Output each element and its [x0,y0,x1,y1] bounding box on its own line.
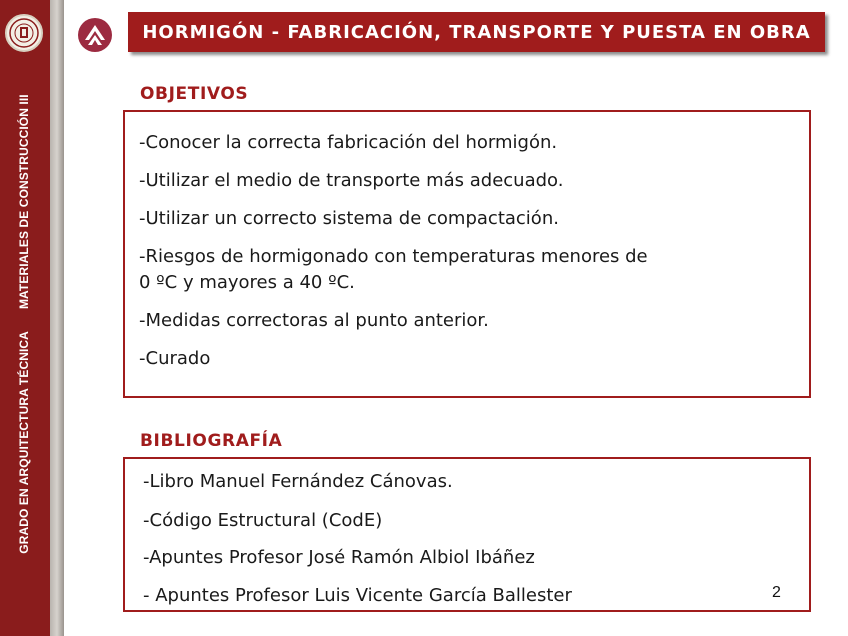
university-seal-icon [5,14,43,52]
list-item: -Medidas correctoras al punto anterior. [139,310,489,331]
list-item: -Utilizar un correcto sistema de compactación. [139,208,559,229]
bibliografia-box [123,457,811,612]
page-title [128,12,825,52]
chevron-logo-icon [78,18,112,52]
objetivos-heading: OBJETIVOS [140,84,249,104]
list-item: -Utilizar el medio de transporte más adecuado. [139,170,564,191]
sidebar-degree-label: GRADO EN ARQUITECTURA TÉCNICA [17,331,31,554]
list-item: -Riesgos de hormigonado con temperaturas menores de [139,246,648,267]
bibliografia-heading: BIBLIOGRAFÍA [140,431,283,451]
list-item: -Libro Manuel Fernández Cánovas. [143,471,453,492]
list-item: - Apuntes Profesor Luis Vicente García Ballester [143,585,572,606]
list-item: 0 ºC y mayores a 40 ºC. [139,272,355,293]
list-item: -Código Estructural (CodE) [143,510,383,531]
list-item: -Curado [139,348,211,369]
page-number: 2 [772,584,781,601]
list-item: -Conocer la correcta fabricación del hormigón. [139,132,558,153]
sidebar [0,0,50,636]
page-title-text: HORMIGÓN - FABRICACIÓN, TRANSPORTE Y PUESTA EN OBRA [142,21,811,43]
sidebar-decorative-stripe [50,0,64,636]
sidebar-vertical-title [17,94,31,553]
sidebar-course-label: MATERIALES DE CONSTRUCCIÓN III [17,94,31,310]
list-item: -Apuntes Profesor José Ramón Albiol Ibáñez [143,547,535,568]
objetivos-box [123,110,811,398]
